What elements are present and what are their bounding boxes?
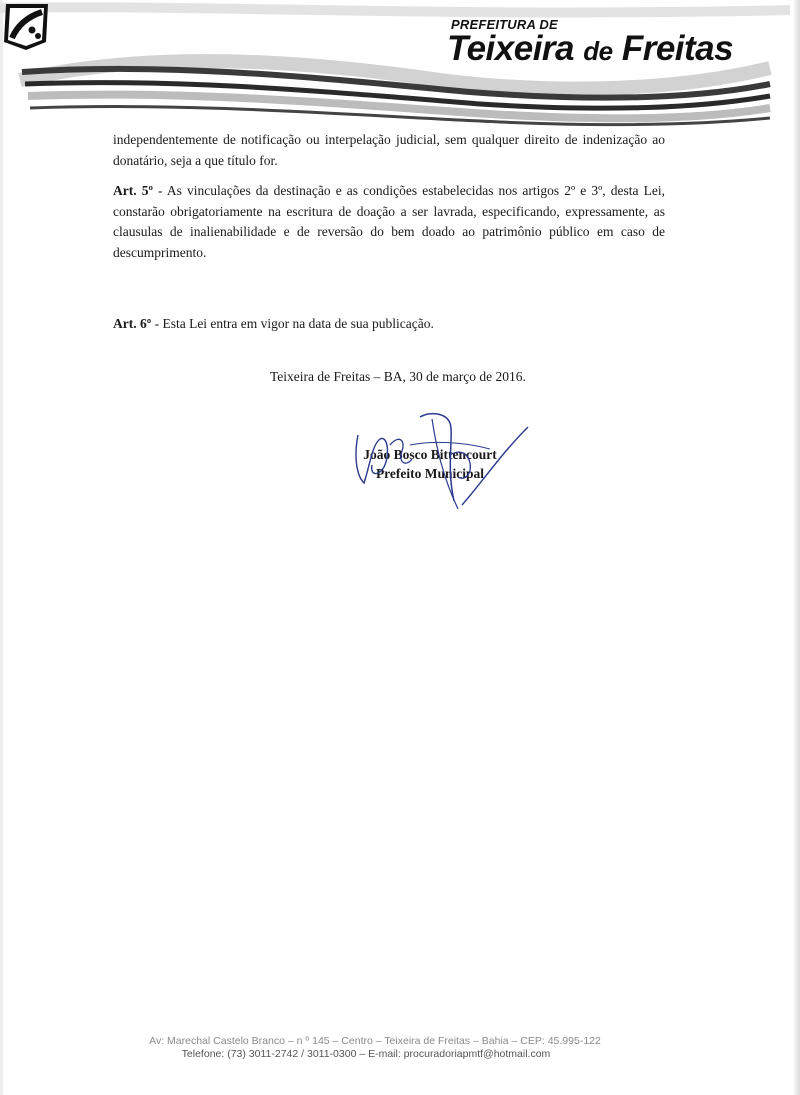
article-6: [113, 314, 665, 335]
letterhead: [0, 0, 800, 135]
dateline: Teixeira de Freitas – BA, 30 de março de 2016.: [270, 369, 526, 384]
article-6-text: - Esta Lei entra em vigor na data de sua publicação.: [151, 316, 434, 331]
article-5-text: - As vinculações da destinação e as condições estabelecidas nos artigos 2º e 3º, desta Lei, constarão obrigatoriamente na escritura de doação a ser lavrada, especificando, expressamente, as clausulas de inalienabilidade e de reversão do bem doado ao patrimônio público em caso de descumprimento.: [113, 183, 665, 260]
article-6-label: Art. 6º: [113, 316, 152, 331]
article-5: [113, 181, 665, 263]
brand-name-part-2: Freitas: [612, 29, 734, 68]
page-edge-right: [794, 0, 800, 1095]
signatory-name: João Bosco Bittencourt: [363, 447, 497, 462]
brand-name: [447, 29, 733, 69]
municipal-emblem-icon: [0, 0, 52, 52]
footer-contact: Telefone: (73) 3011-2742 / 3011-0300 – E-mail: procuradoriapmtf@hotmail.com: [181, 1048, 551, 1060]
paragraph-continuation: independentemente de notificação ou interpelação judicial, sem qualquer direito de indenização ao donatário, seja a que título for.: [113, 132, 665, 168]
page-edge-left: [0, 0, 3, 1095]
footer-address: Av: Marechal Castelo Branco – n º 145 – Centro – Teixeira de Freitas – Bahia – CEP: 45.995-122: [149, 1035, 601, 1047]
brand-name-de: de: [583, 36, 613, 66]
signatory-title: Prefeito Municipal: [375, 466, 485, 481]
article-5-label: Art. 5º: [113, 183, 153, 198]
brand-prefix: PREFEITURA DE: [451, 17, 558, 32]
handwritten-signature: [350, 405, 540, 515]
brand-name-part-1: Teixeira: [447, 29, 584, 68]
